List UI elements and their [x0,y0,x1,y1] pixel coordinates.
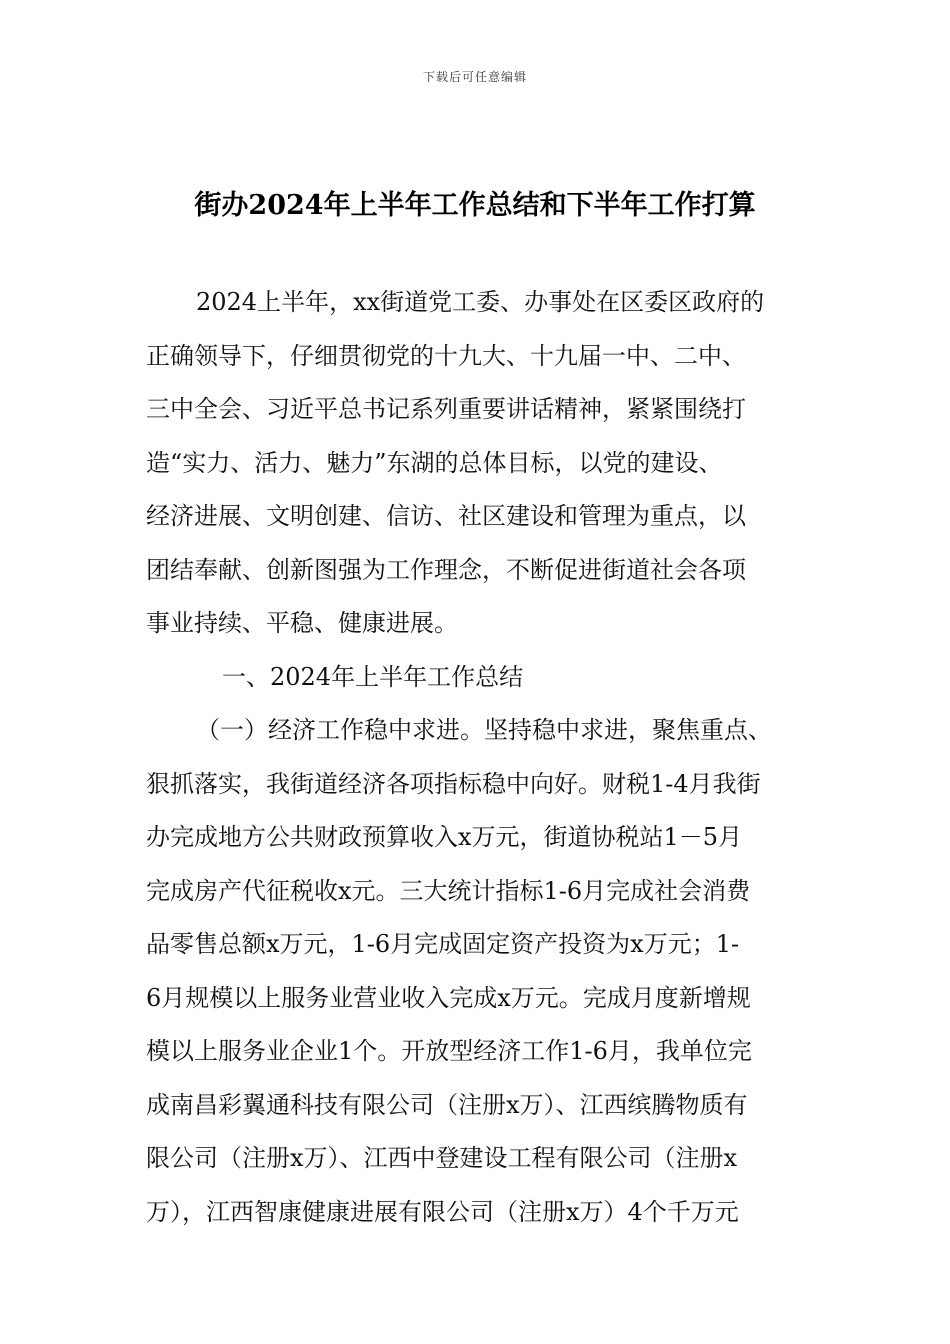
paragraph-line: 品零售总额x万元，1-6月完成固定资产投资为x万元；1- [146,930,740,958]
paragraph-line: 成南昌彩翼通科技有限公司（注册x万）、江西缤腾物质有 [146,1090,748,1119]
paragraph-line: 造“实力、活力、魅力”东湖的总体目标，以党的建设、 [146,448,723,477]
paragraph-line: 模以上服务业企业1个。开放型经济工作1-6月，我单位完 [146,1037,752,1065]
header-note: 下载后可任意编辑 [422,70,527,84]
paragraph-line: （一）经济工作稳中求进。坚持稳中求进，聚焦重点、 [196,716,772,744]
document-body [146,282,808,1245]
paragraph-line: 完成房产代征税收x元。三大统计指标1-6月完成社会消费 [146,876,751,905]
paragraph-line: 团结奉献、创新图强为工作理念，不断促进街道社会各项 [146,555,746,584]
paragraph-line: 狠抓落实，我街道经济各项指标稳中向好。财税1-4月我街 [146,769,761,798]
paragraph-line: 经济进展、文明创建、信访、社区建设和管理为重点，以 [146,502,746,530]
paragraph-line: 正确领导下，仔细贯彻党的十九大、十九届一中、二中、 [146,341,746,370]
paragraph-line: 限公司（注册x万）、江西中登建设工程有限公司（注册x [146,1144,738,1172]
paragraph-line: 三中全会、习近平总书记系列重要讲话精神，紧紧围绕打 [146,395,746,423]
document-title: 街办2024年上半年工作总结和下半年工作打算 [194,190,756,221]
paragraph-line: 万），江西智康健康进展有限公司（注册x万）4个千万元 [146,1197,739,1226]
paragraph-line: 6月规模以上服务业营业收入完成x万元。完成月度新增规 [146,983,751,1012]
paragraph-line: 2024上半年，xx街道党工委、办事处在区委区政府的 [196,288,765,316]
section-heading: 一、2024年上半年工作总结 [222,662,524,691]
paragraph-line: 事业持续、平稳、健康进展。 [146,609,458,637]
paragraph-line: 办完成地方公共财政预算收入x万元，街道协税站1－5月 [146,823,743,851]
